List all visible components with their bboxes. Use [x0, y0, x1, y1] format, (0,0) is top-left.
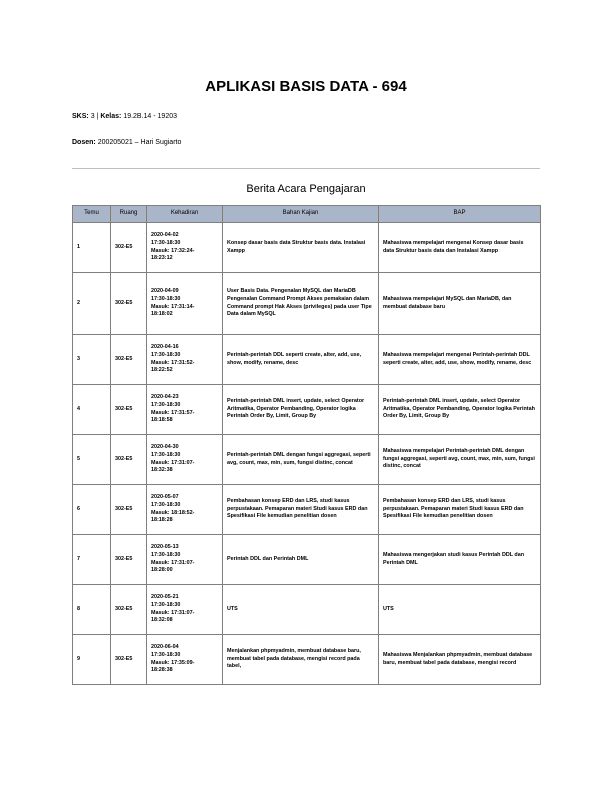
hadir-date: 2020-05-07	[151, 494, 179, 501]
hadir-time: 17:30-18:30	[151, 295, 181, 302]
cell-ruang: 302-E5	[111, 273, 147, 335]
hadir-masuk: Masuk: 17:31:14-	[151, 303, 195, 310]
cell-kehadiran	[147, 585, 223, 635]
header-kehadiran: Kehadiran	[147, 206, 223, 223]
hadir-time: 17:30-18:30	[151, 451, 181, 458]
cell-kehadiran	[147, 273, 223, 335]
cell-ruang: 302-E5	[111, 585, 147, 635]
hadir-date: 2020-04-02	[151, 232, 179, 239]
hadir-date: 2020-05-13	[151, 544, 179, 551]
header-ruang: Ruang	[111, 206, 147, 223]
hadir-masuk: Masuk: 17:35:09-	[151, 659, 195, 666]
cell-bahan-kajian: Perintah-perintah DML dengan fungsi aggregasi, seperti avg, count, max, min, sum, fungsi distinc, concat	[223, 435, 379, 485]
table-row	[73, 585, 541, 635]
cell-ruang: 302-E5	[111, 223, 147, 273]
cell-ruang: 302-E5	[111, 635, 147, 685]
dosen-label: Dosen:	[72, 139, 96, 146]
dosen-value: 200205021 – Hari Sugiarto	[97, 139, 182, 146]
hadir-date: 2020-05-21	[151, 594, 179, 601]
cell-temu: 9	[73, 635, 111, 685]
sks-value: 3	[90, 113, 95, 120]
page-title: APLIKASI BASIS DATA - 694	[205, 78, 407, 95]
table-row	[73, 223, 541, 273]
hadir-keluar: 18:18:02	[151, 311, 173, 318]
hadir-date: 2020-06-04	[151, 644, 179, 651]
cell-bap: Mahasiswa Menjalankan phpmyadmin, membuat database baru, membuat tabel pada database, mengisi record	[379, 635, 541, 685]
cell-temu: 2	[73, 273, 111, 335]
hadir-time: 17:30-18:30	[151, 501, 181, 508]
cell-bahan-kajian: Perintah DDL dan Perintah DML	[223, 535, 379, 585]
cell-ruang: 302-E5	[111, 435, 147, 485]
cell-kehadiran	[147, 223, 223, 273]
kelas-value: 19.2B.14 - 19203	[123, 113, 178, 120]
table-row	[73, 273, 541, 335]
hadir-time: 17:30-18:30	[151, 551, 181, 558]
divider	[72, 168, 540, 169]
cell-bap: Mahasiswa mengerjakan studi kasus Perintah DDL dan Perintah DML	[379, 535, 541, 585]
sks-label: SKS:	[72, 113, 89, 120]
hadir-masuk: Masuk: 18:18:52-	[151, 509, 195, 516]
cell-bahan-kajian: User Basis Data. Pengenalan MySQL dan MariaDB Pengenalan Command Prompt Akses pemakaian dalam Command prompt Hak Akses (privileges) pada user Tipe Data dalam MySQL	[223, 273, 379, 335]
header-temu: Temu	[73, 206, 111, 223]
cell-bahan-kajian: Perintah-perintah DDL seperti create, alter, add, use, show, modify, rename, desc	[223, 335, 379, 385]
hadir-keluar: 18:22:52	[151, 367, 173, 374]
cell-temu: 4	[73, 385, 111, 435]
hadir-date: 2020-04-30	[151, 444, 179, 451]
hadir-time: 17:30-18:30	[151, 601, 181, 608]
cell-temu: 1	[73, 223, 111, 273]
hadir-keluar: 18:18:58	[151, 417, 173, 424]
table-row	[73, 435, 541, 485]
lecturer-info	[72, 138, 540, 148]
hadir-keluar: 18:28:38	[151, 667, 173, 674]
cell-bahan-kajian: Konsep dasar basis data Struktur basis data. Instalasi Xampp	[223, 223, 379, 273]
hadir-keluar: 18:32:38	[151, 467, 173, 474]
cell-temu: 5	[73, 435, 111, 485]
hadir-date: 2020-04-16	[151, 344, 179, 351]
cell-bap: Mahasiswa mempelajari Perintah-perintah DML dengan fungsi aggregasi, seperti avg, count, max, min, sum, fungsi distinc, concat	[379, 435, 541, 485]
hadir-date: 2020-04-09	[151, 288, 179, 295]
hadir-time: 17:30-18:30	[151, 351, 181, 358]
cell-ruang: 302-E5	[111, 385, 147, 435]
cell-temu: 8	[73, 585, 111, 635]
cell-kehadiran	[147, 535, 223, 585]
table-row	[73, 335, 541, 385]
hadir-keluar: 18:18:28	[151, 517, 173, 524]
hadir-time: 17:30-18:30	[151, 239, 181, 246]
cell-bap: Mahasiswa mempelajari mengenai Perintah-perintah DDL seperti create, alter, add, use, show, modify, rename, desc	[379, 335, 541, 385]
cell-kehadiran	[147, 435, 223, 485]
hadir-masuk: Masuk: 17:31:52-	[151, 359, 195, 366]
separator: |	[96, 113, 99, 120]
table-header-row	[73, 206, 541, 223]
course-info	[72, 112, 540, 122]
cell-bap: Perintah-perintah DML insert, update, select Operator Aritmatika, Operator Pembanding, Operator logika Perintah Order By, Limit, Group By	[379, 385, 541, 435]
header-bahan-kajian: Bahan Kajian	[223, 206, 379, 223]
hadir-keluar: 18:23:12	[151, 255, 173, 262]
table-row	[73, 635, 541, 685]
cell-kehadiran	[147, 635, 223, 685]
section-title: Berita Acara Pengajaran	[246, 183, 366, 195]
cell-temu: 7	[73, 535, 111, 585]
cell-ruang: 302-E5	[111, 485, 147, 535]
header-bap: BAP	[379, 206, 541, 223]
kelas-label: Kelas:	[100, 113, 122, 120]
cell-bahan-kajian: Pembahasan konsep ERD dan LRS, studi kasus perpustakaan. Pemaparan materi Studi kasus ERD dan Spesifikasi File kemudian penelitian dosen	[223, 485, 379, 535]
cell-bahan-kajian: Perintah-perintah DML insert, update, select Operator Aritmatika, Operator Pembanding, Operator logika Perintah Order By, Limit, Group By	[223, 385, 379, 435]
hadir-date: 2020-04-23	[151, 394, 179, 401]
cell-temu: 6	[73, 485, 111, 535]
hadir-keluar: 18:32:08	[151, 617, 173, 624]
cell-bap: UTS	[379, 585, 541, 635]
bap-table	[72, 205, 541, 685]
cell-ruang: 302-E5	[111, 335, 147, 385]
table-row	[73, 385, 541, 435]
table-row	[73, 485, 541, 535]
cell-bap: Pembahasan konsep ERD dan LRS, studi kasus perpustakaan. Pemaparan materi Studi kasus ERD dan Spesifikasi File kemudian penelitian dosen	[379, 485, 541, 535]
cell-bahan-kajian: Menjalankan phpmyadmin, membuat database baru, membuat tabel pada database, mengisi record pada tabel,	[223, 635, 379, 685]
hadir-masuk: Masuk: 17:31:07-	[151, 559, 195, 566]
cell-kehadiran	[147, 385, 223, 435]
cell-bap: Mahasiswa mempelajari MySQL dan MariaDB, dan membuat database baru	[379, 273, 541, 335]
table-row	[73, 535, 541, 585]
hadir-time: 17:30-18:30	[151, 651, 181, 658]
cell-bahan-kajian: UTS	[223, 585, 379, 635]
document-page	[72, 70, 540, 685]
cell-bap: Mahasiswa mempelajari mengenai Konsep dasar basis data Struktur basis data dan Instalasi Xampp	[379, 223, 541, 273]
hadir-masuk: Masuk: 17:31:07-	[151, 609, 195, 616]
cell-kehadiran	[147, 335, 223, 385]
hadir-masuk: Masuk: 17:31:57-	[151, 409, 195, 416]
cell-temu: 3	[73, 335, 111, 385]
cell-ruang: 302-E5	[111, 535, 147, 585]
hadir-keluar: 18:28:00	[151, 567, 173, 574]
hadir-masuk: Masuk: 17:32:24-	[151, 247, 195, 254]
hadir-masuk: Masuk: 17:31:07-	[151, 459, 195, 466]
cell-kehadiran	[147, 485, 223, 535]
hadir-time: 17:30-18:30	[151, 401, 181, 408]
